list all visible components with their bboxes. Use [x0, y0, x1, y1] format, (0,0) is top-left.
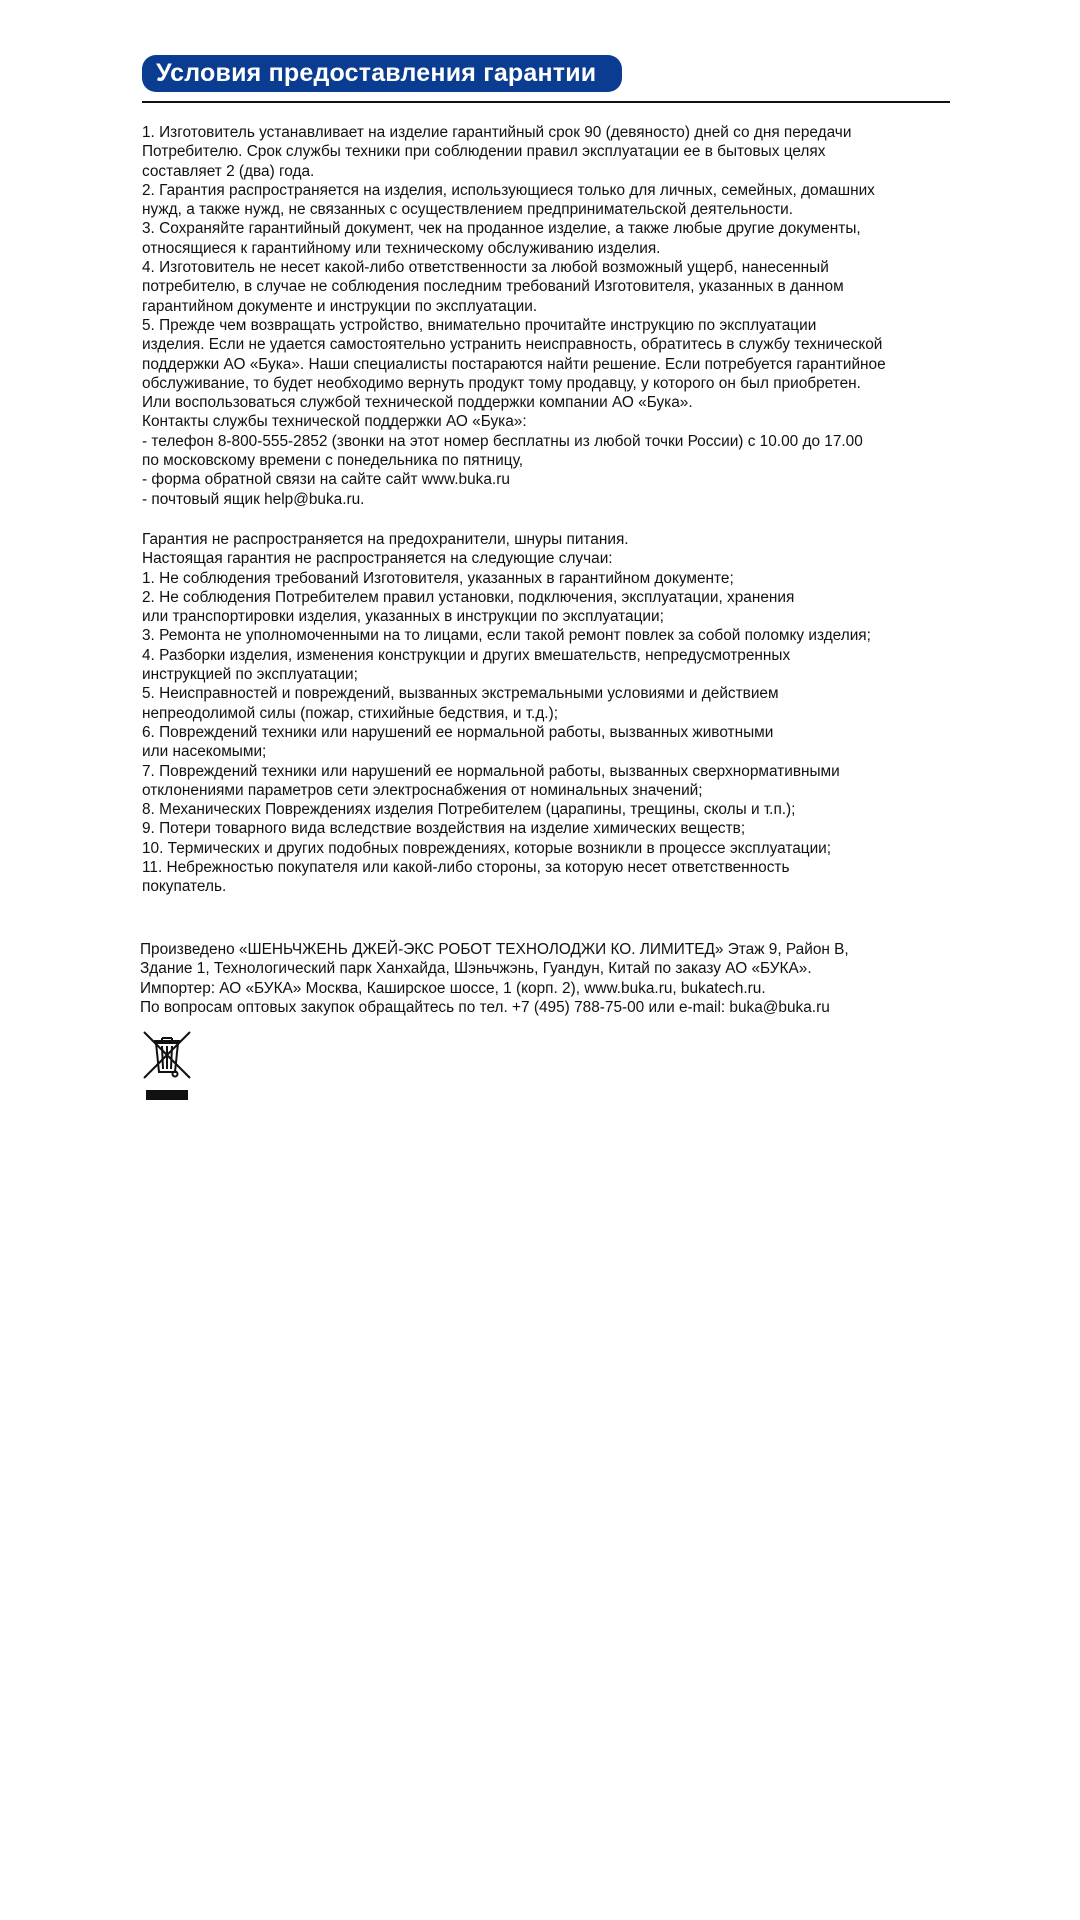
- exclusion-line: 1. Не соблюдения требований Изготовителя, указанных в гарантийном документе;: [142, 569, 734, 587]
- warranty-term-line: обслуживание, то будет необходимо вернуть продукт тому продавцу, у которого он был приобретен.: [142, 374, 861, 392]
- warranty-term-line: - почтовый ящик help@buka.ru.: [142, 490, 365, 508]
- warranty-term-line: 1. Изготовитель устанавливает на изделие гарантийный срок 90 (девяносто) дней со дня передачи: [142, 124, 852, 141]
- crossed-out-wheelie-bin-icon: [142, 1030, 192, 1102]
- exclusion-line: 2. Не соблюдения Потребителем правил установки, подключения, эксплуатации, хранения: [142, 588, 795, 606]
- exclusion-line: непреодолимой силы (пожар, стихийные бедствия, и т.д.);: [142, 704, 558, 722]
- warranty-term-line: 2. Гарантия распространяется на изделия, использующиеся только для личных, семейных, домашних: [142, 181, 875, 199]
- warranty-term-line: относящиеся к гарантийному или техническому обслуживанию изделия.: [142, 239, 661, 257]
- page-title: Условия предоставления гарантии: [142, 55, 622, 92]
- warranty-term-line: 4. Изготовитель не несет какой-либо ответственности за любой возможный ущерб, нанесенный: [142, 259, 829, 277]
- exclusion-line: или насекомыми;: [142, 743, 267, 761]
- exclusion-line: 5. Неисправностей и повреждений, вызванных экстремальными условиями и действием: [142, 685, 779, 703]
- exclusion-line: 11. Небрежностью покупателя или какой-либо стороны, за которую несет ответственность: [142, 859, 790, 877]
- exclusion-line: инструкцией по эксплуатации;: [142, 666, 358, 684]
- warranty-term-line: гарантийном документе и инструкции по эксплуатации.: [142, 297, 538, 315]
- exclusion-line: 8. Механических Повреждениях изделия Потребителем (царапины, трещины, сколы и т.п.);: [142, 801, 796, 819]
- exclusion-line: 6. Повреждений техники или нарушений ее нормальной работы, вызванных животными: [142, 723, 774, 741]
- exclusion-line: Гарантия не распространяется на предохранители, шнуры питания.: [142, 531, 629, 548]
- header-divider: [142, 101, 950, 103]
- exclusion-line: 7. Повреждений техники или нарушений ее нормальной работы, вызванных сверхнормативными: [142, 762, 840, 780]
- warranty-term-line: нужд, а также нужд, не связанных с осуществлением предпринимательской деятельности.: [142, 201, 794, 219]
- exclusion-line: 10. Термических и других подобных повреждениях, которые возникли в процессе эксплуатации;: [142, 839, 832, 857]
- exclusion-line: 3. Ремонта не уполномоченными на то лицами, если такой ремонт повлек за собой поломку изделия;: [142, 627, 871, 645]
- exclusion-line: Настоящая гарантия не распространяется на следующие случаи:: [142, 550, 613, 568]
- manufacturer-info-line: По вопросам оптовых закупок обращайтесь по тел. +7 (495) 788-75-00 или e-mail: buka@buka.ru: [140, 998, 830, 1016]
- warranty-exclusions-section: [142, 530, 950, 897]
- warranty-terms-section: [142, 123, 950, 509]
- exclusion-line: отклонениями параметров сети электроснабжения от номинальных значений;: [142, 781, 703, 799]
- warranty-term-line: по московскому времени с понедельника по пятницу,: [142, 452, 524, 470]
- manufacturer-info-line: Импортер: АО «БУКА» Москва, Каширское шоссе, 1 (корп. 2), www.buka.ru, bukatech.ru.: [140, 979, 766, 997]
- manufacturer-info-line: Произведено «ШЕНЬЧЖЕНЬ ДЖЕЙ-ЭКС РОБОТ ТЕХНОЛОДЖИ КО. ЛИМИТЕД» Этаж 9, Район B,: [140, 941, 849, 958]
- warranty-term-line: составляет 2 (два) года.: [142, 162, 315, 180]
- manufacturer-info-line: Здание 1, Технологический парк Ханхайда, Шэньчжэнь, Гуандун, Китай по заказу АО «БУКА».: [140, 960, 812, 978]
- warranty-term-line: - форма обратной связи на сайте сайт www.buka.ru: [142, 471, 510, 489]
- warranty-term-line: изделия. Если не удается самостоятельно устранить неисправность, обратитесь в службу технической: [142, 336, 883, 354]
- warranty-term-line: потребителю, в случае не соблюдения последним требований Изготовителя, указанных в данном: [142, 278, 844, 296]
- warranty-term-line: 5. Прежде чем возвращать устройство, внимательно прочитайте инструкцию по эксплуатации: [142, 316, 817, 334]
- warranty-term-line: Контакты службы технической поддержки АО «Бука»:: [142, 413, 527, 431]
- exclusion-line: 4. Разборки изделия, изменения конструкции и других вмешательств, непредусмотренных: [142, 646, 791, 664]
- manufacturer-info-section: [140, 940, 948, 1017]
- exclusion-line: или транспортировки изделия, указанных в инструкции по эксплуатации;: [142, 608, 664, 626]
- exclusion-line: покупатель.: [142, 878, 227, 896]
- warranty-term-line: Потребителю. Срок службы техники при соблюдении правил эксплуатации ее в бытовых целях: [142, 143, 826, 161]
- warranty-term-line: поддержки АО «Бука». Наши специалисты постараются найти решение. Если потребуется гарантийное: [142, 355, 886, 373]
- warranty-term-line: Или воспользоваться службой технической поддержки компании АО «Бука».: [142, 394, 693, 412]
- warranty-term-line: 3. Сохраняйте гарантийный документ, чек на проданное изделие, а также любые другие документы,: [142, 220, 861, 238]
- exclusion-line: 9. Потери товарного вида вследствие воздействия на изделие химических веществ;: [142, 820, 746, 838]
- warranty-term-line: - телефон 8-800-555-2852 (звонки на этот номер бесплатны из любой точки России) с 10.00 до 17.00: [142, 432, 863, 450]
